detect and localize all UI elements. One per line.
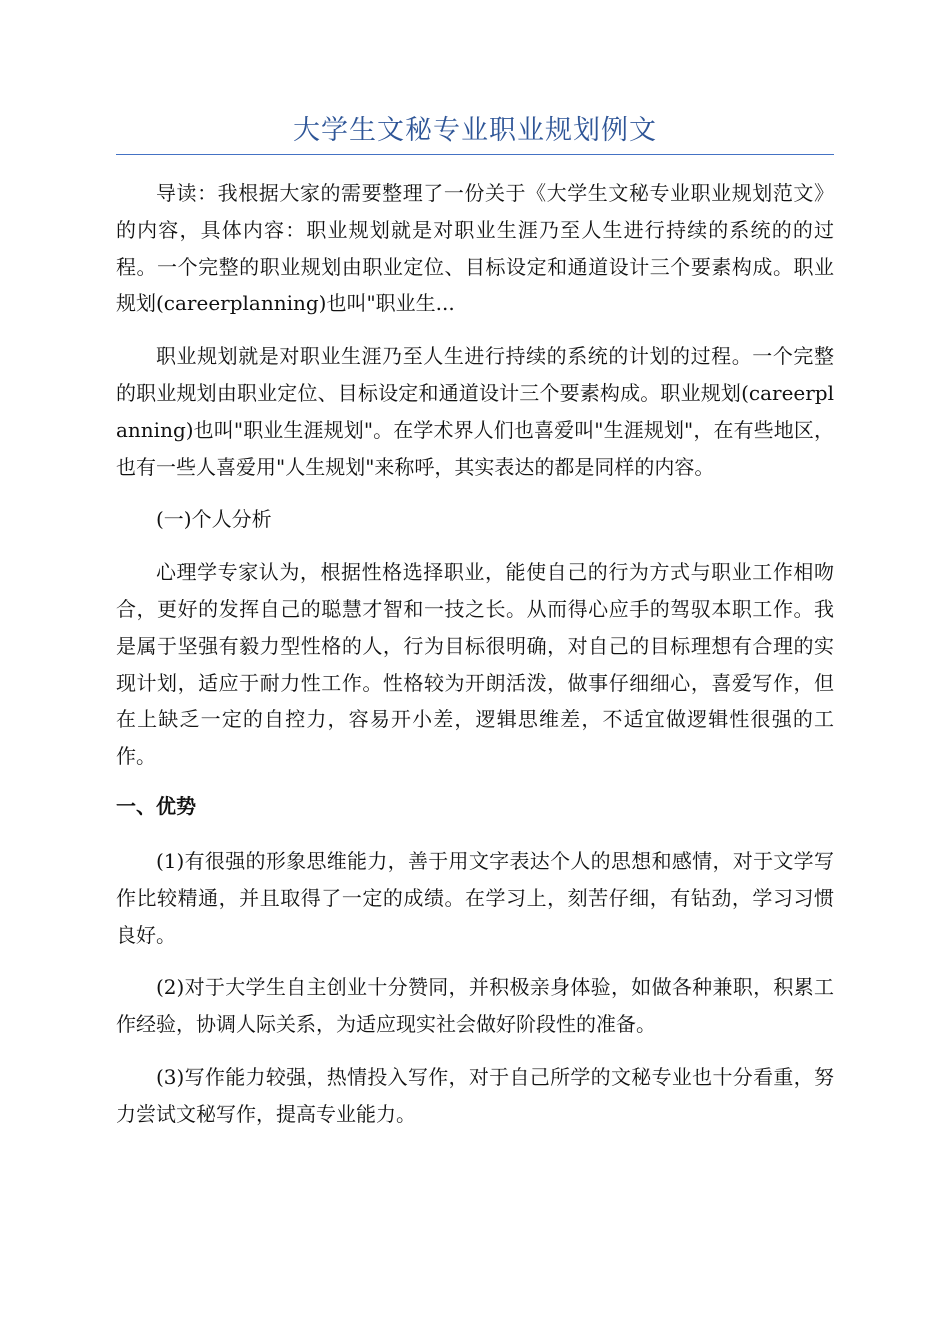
- document-body: [116, 175, 834, 1149]
- intro-paragraph: 导读：我根据大家的需要整理了一份关于《大学生文秘专业职业规划范文》的内容，具体内容：职业规划就是对职业生涯乃至人生进行持续的系统的的过程。一个完整的职业规划由职业定位、目标设定和通道设计三个要素构成。职业规划(careerplanning)也叫"职业生...: [116, 181, 834, 316]
- title-underline: [116, 154, 834, 155]
- section-heading-advantages: 一、优势: [116, 793, 196, 818]
- advantage-item-3: (3)写作能力较强，热情投入写作，对于自己所学的文秘专业也十分看重，努力尝试文秘写作，提高专业能力。: [116, 1064, 834, 1126]
- subheading-personal-analysis: (一)个人分析: [156, 507, 272, 532]
- advantage-item-2: (2)对于大学生自主创业十分赞同，并积极亲身体验，如做各种兼职，积累工作经验，协调人际关系，为适应现实社会做好阶段性的准备。: [116, 975, 834, 1037]
- personality-paragraph: 心理学专家认为，根据性格选择职业，能使自己的行为方式与职业工作相吻合，更好的发挥自己的聪慧才智和一技之长。从而得心应手的驾驭本职工作。我是属于坚强有毅力型性格的人，行为目标很明确，对自己的目标理想有合理的实现计划，适应于耐力性工作。性格较为开朗活泼，做事仔细细心，喜爱写作，但在上缺乏一定的自控力，容易开小差，逻辑思维差，不适宜做逻辑性很强的工作。: [116, 560, 834, 769]
- document-title: 大学生文秘专业职业规划例文: [293, 115, 657, 146]
- definition-paragraph: 职业规划就是对职业生涯乃至人生进行持续的系统的计划的过程。一个完整的职业规划由职业定位、目标设定和通道设计三个要素构成。职业规划(careerplanning)也叫"职业生涯规划"。在学术界人们也喜爱叫"生涯规划"，在有些地区，也有一些人喜爱用"人生规划"来称呼，其实表达的都是同样的内容。: [116, 344, 834, 479]
- advantage-item-1: (1)有很强的形象思维能力，善于用文字表达个人的思想和感情，对于文学写作比较精通，并且取得了一定的成绩。在学习上，刻苦仔细，有钻劲，学习习惯良好。: [116, 848, 834, 947]
